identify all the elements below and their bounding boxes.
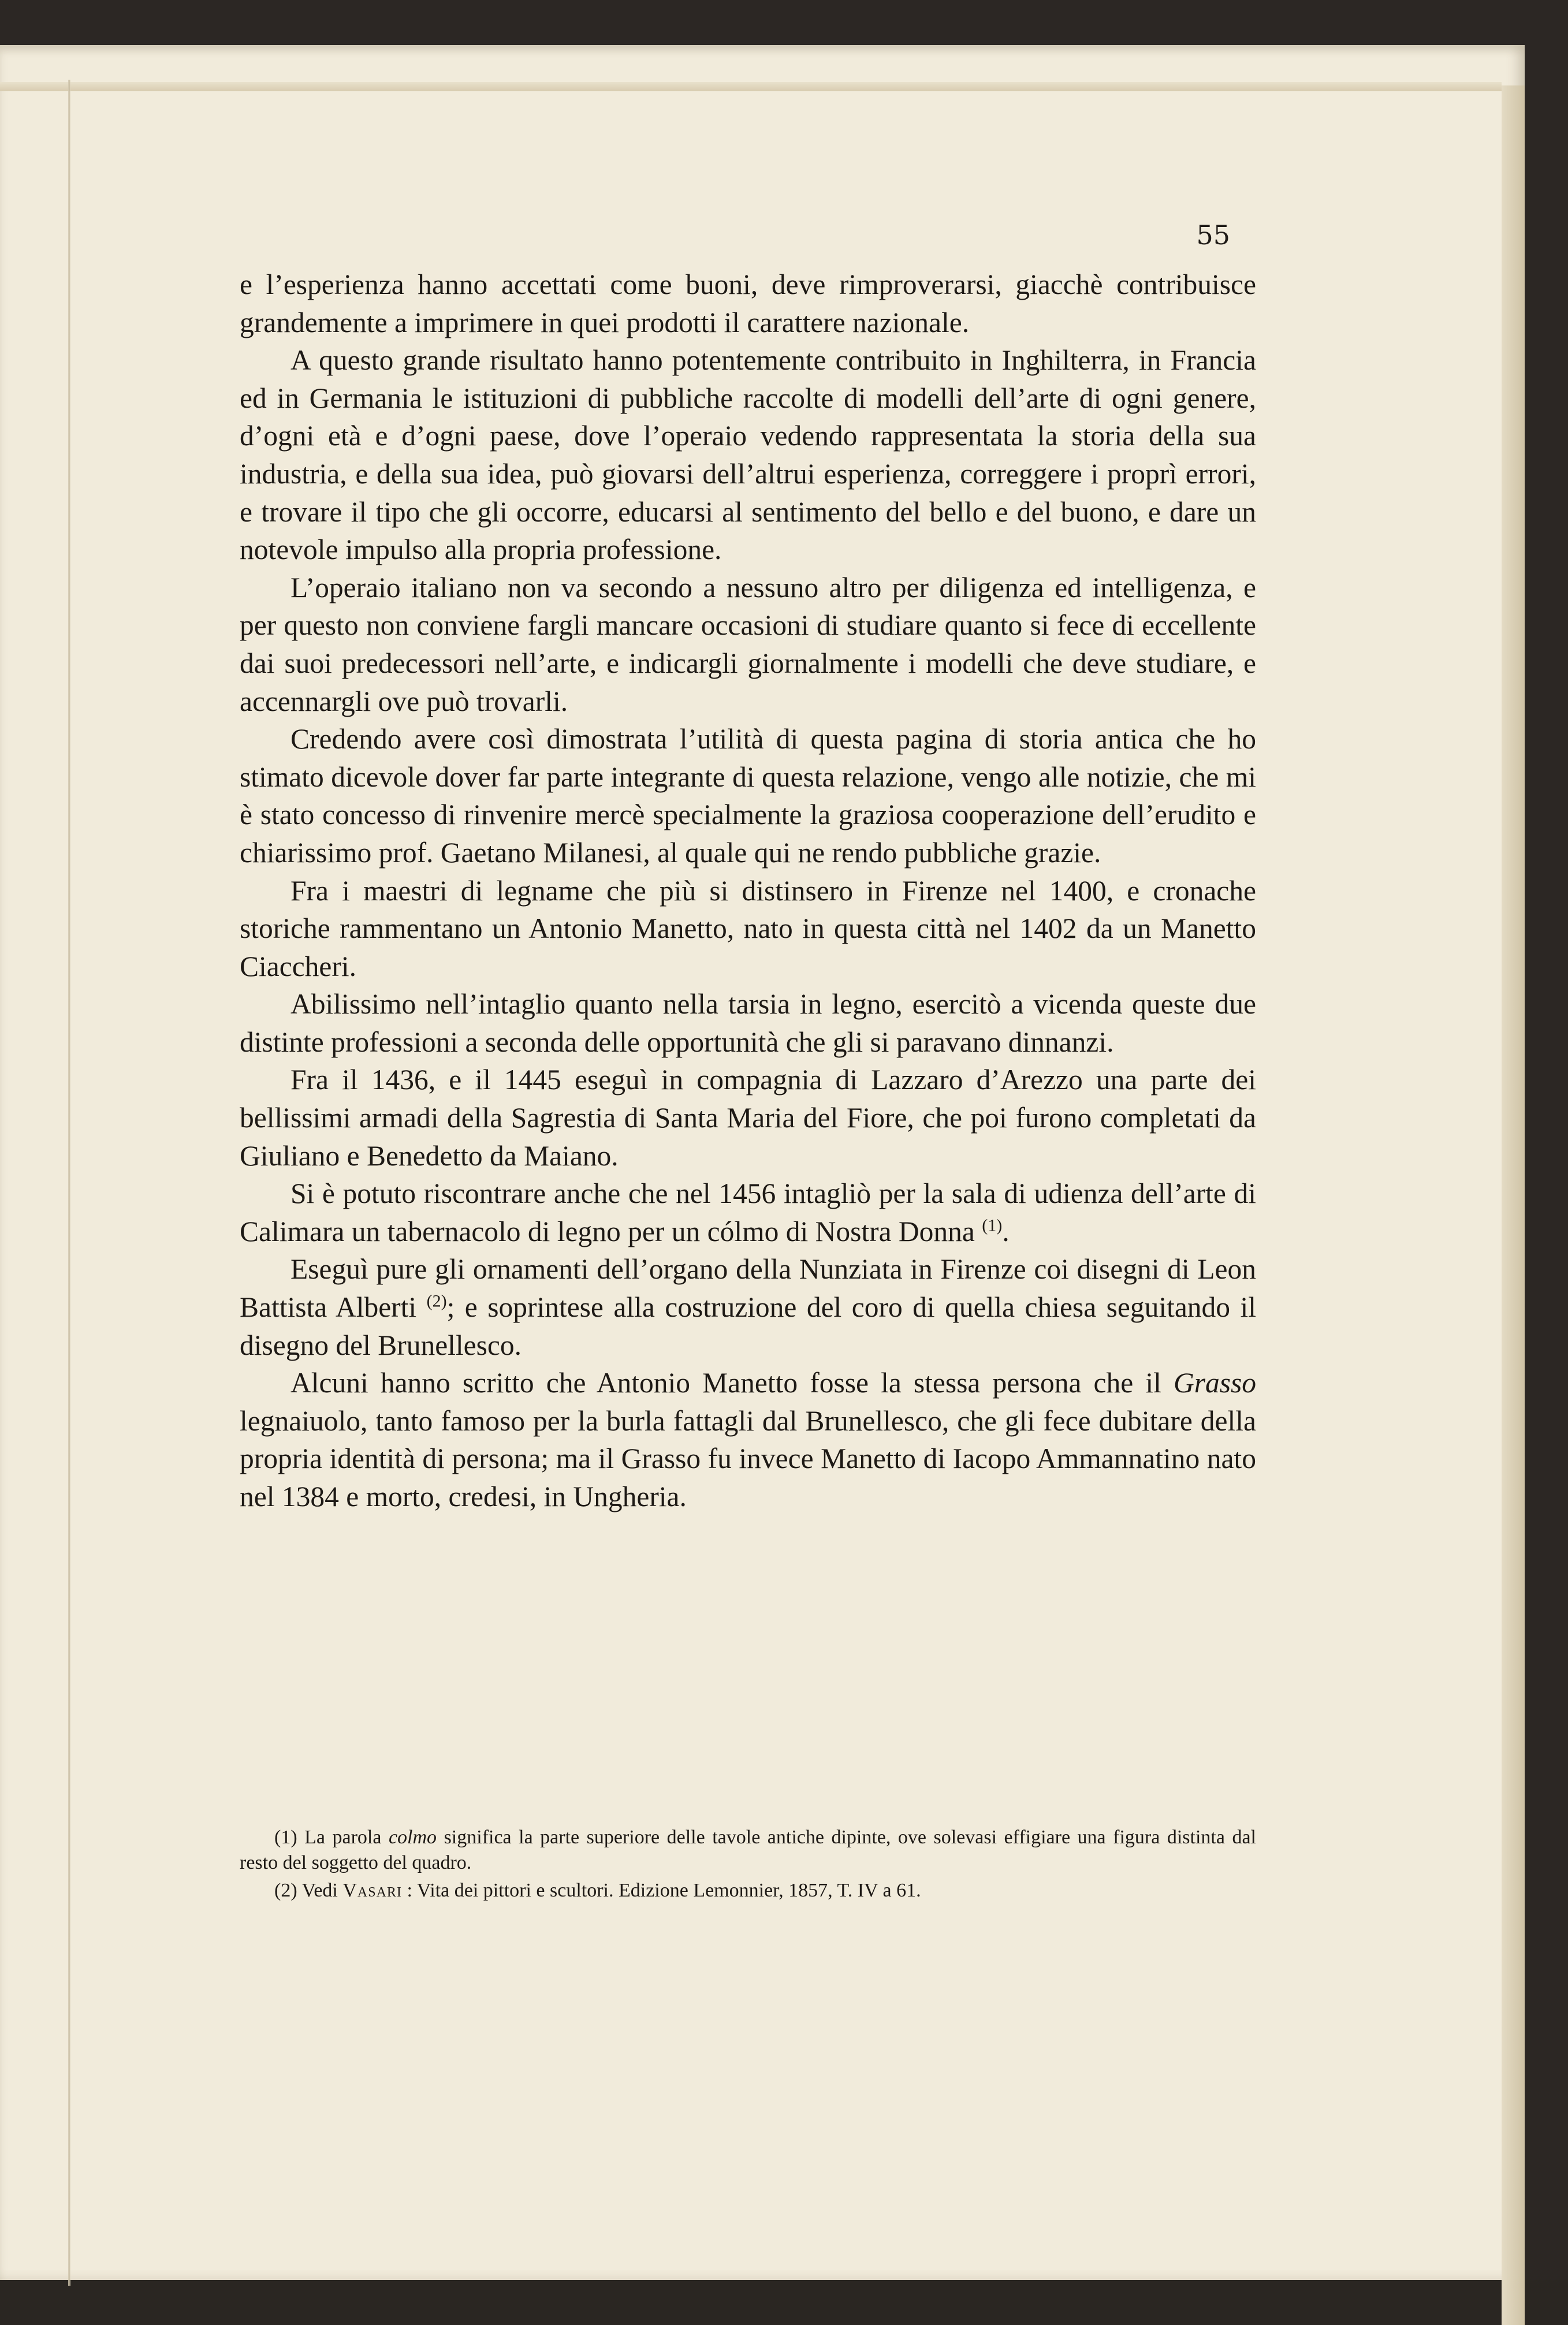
footnote-2-author: Vasari: [342, 1880, 402, 1901]
footnotes: [240, 1825, 1256, 1906]
page-top-edge: [0, 82, 1502, 91]
paragraph-9: [240, 1250, 1256, 1364]
footnote-1: [240, 1825, 1256, 1876]
paragraph-8-end: .: [1002, 1215, 1010, 1247]
paragraph-5: Fra i maestri di legname che più si distinsero in Firenze nel 1400, e cronache storiche rammentano un Antonio Manetto, nato in questa città nel 1402 da un Manetto Ciaccheri.: [240, 874, 1256, 982]
paragraph-3: L’operaio italiano non va secondo a nessuno altro per diligenza ed intelligenza, e per questo non conviene fargli mancare occasioni di studiare quanto si fece di eccellente dai suoi predecessori nell’arte, e indicargli giornalmente i modelli che deve studiare, e accennargli ove può trovarli.: [240, 571, 1256, 717]
paragraph-10: [240, 1364, 1256, 1515]
paragraph-10-end: legnaiuolo, tanto famoso per la burla fattagli dal Brunellesco, che gli fece dubitare della propria identità di persona; ma il Grasso fu invece Manetto di Iacopo Ammannatino nato nel 1384 e morto, credesi, in Ungheria.: [240, 1404, 1256, 1512]
binding-gutter: [68, 80, 70, 2286]
footnote-2-start: (2) Vedi: [274, 1880, 343, 1901]
paragraph-9-text: Eseguì pure gli ornamenti dell’organo della Nunziata in Firenze coi disegni di Leon Battista Alberti: [240, 1253, 1256, 1324]
paragraph-6: Abilissimo nell’intaglio quanto nella tarsia in legno, esercitò a vicenda queste due distinte professioni a seconda delle opportunità che gli si paravano dinnanzi.: [240, 988, 1256, 1058]
page-right-edge: [1502, 85, 1525, 2325]
footnote-1-end: significa la parte superiore delle tavole antiche dipinte, ove solevasi effigiare una figura distinta dal resto del soggetto del quadro.: [240, 1827, 1256, 1873]
footnote-ref-1: (1): [982, 1216, 1003, 1235]
footnote-2-end: : Vita dei pittori e scultori. Edizione Lemonnier, 1857, T. IV a 61.: [401, 1880, 921, 1901]
paragraph-10-italic: Grasso: [1173, 1367, 1256, 1399]
paragraph-4: Credendo avere così dimostrata l’utilità di questa pagina di storia antica che ho stimato dicevole dover far parte integrante di questa relazione, vengo alle notizie, che mi è stato concesso di rinvenire mercè specialmente la graziosa cooperazione dell’erudito e chiarissimo prof. Gaetano Milanesi, al quale qui ne rendo pubbliche grazie.: [240, 723, 1256, 869]
page-number: 55: [1196, 219, 1230, 251]
footnote-ref-2: (2): [426, 1291, 447, 1311]
paragraph-10-start: Alcuni hanno scritto che Antonio Manetto fosse la stessa persona che il: [290, 1367, 1174, 1399]
paragraph-2: A questo grande risultato hanno potentemente contribuito in Inghilterra, in Francia ed in Germania le istituzioni di pubbliche raccolte di modelli dell’arte di ogni genere, d’ogni età e d’ogni paese, dove l’operaio vedendo rappresentata la storia della sua industria, e della sua idea, può giovarsi dell’altrui esperienza, correggere i proprì errori, e trovare il tipo che gli occorre, educarsi al sentimento del bello e del buono, e dare un notevole impulso alla propria professione.: [240, 344, 1256, 566]
body-text: [240, 266, 1256, 1516]
footnote-2: [240, 1878, 1256, 1903]
footnote-1-start: (1) La parola: [274, 1827, 389, 1848]
paragraph-1: e l’esperienza hanno accettati come buoni, deve rimproverarsi, giacchè contribuisce grandemente a imprimere in quei prodotti il carattere nazionale.: [240, 269, 1256, 338]
paragraph-9-end: ; e soprintese alla costruzione del coro di quella chiesa seguitando il disegno del Brunellesco.: [240, 1291, 1257, 1361]
paragraph-7: Fra il 1436, e il 1445 eseguì in compagnia di Lazzaro d’Arezzo una parte dei bellissimi armadi della Sagrestia di Santa Maria del Fiore, che poi furono completati da Giuliano e Benedetto da Maiano.: [240, 1064, 1256, 1172]
paragraph-8: [240, 1175, 1256, 1250]
footnote-1-italic: colmo: [388, 1827, 437, 1848]
paragraph-8-text: Si è potuto riscontrare anche che nel 1456 intagliò per la sala di udienza dell’arte di Calimara un tabernacolo di legno per un cólmo di Nostra Donna: [240, 1178, 1256, 1247]
